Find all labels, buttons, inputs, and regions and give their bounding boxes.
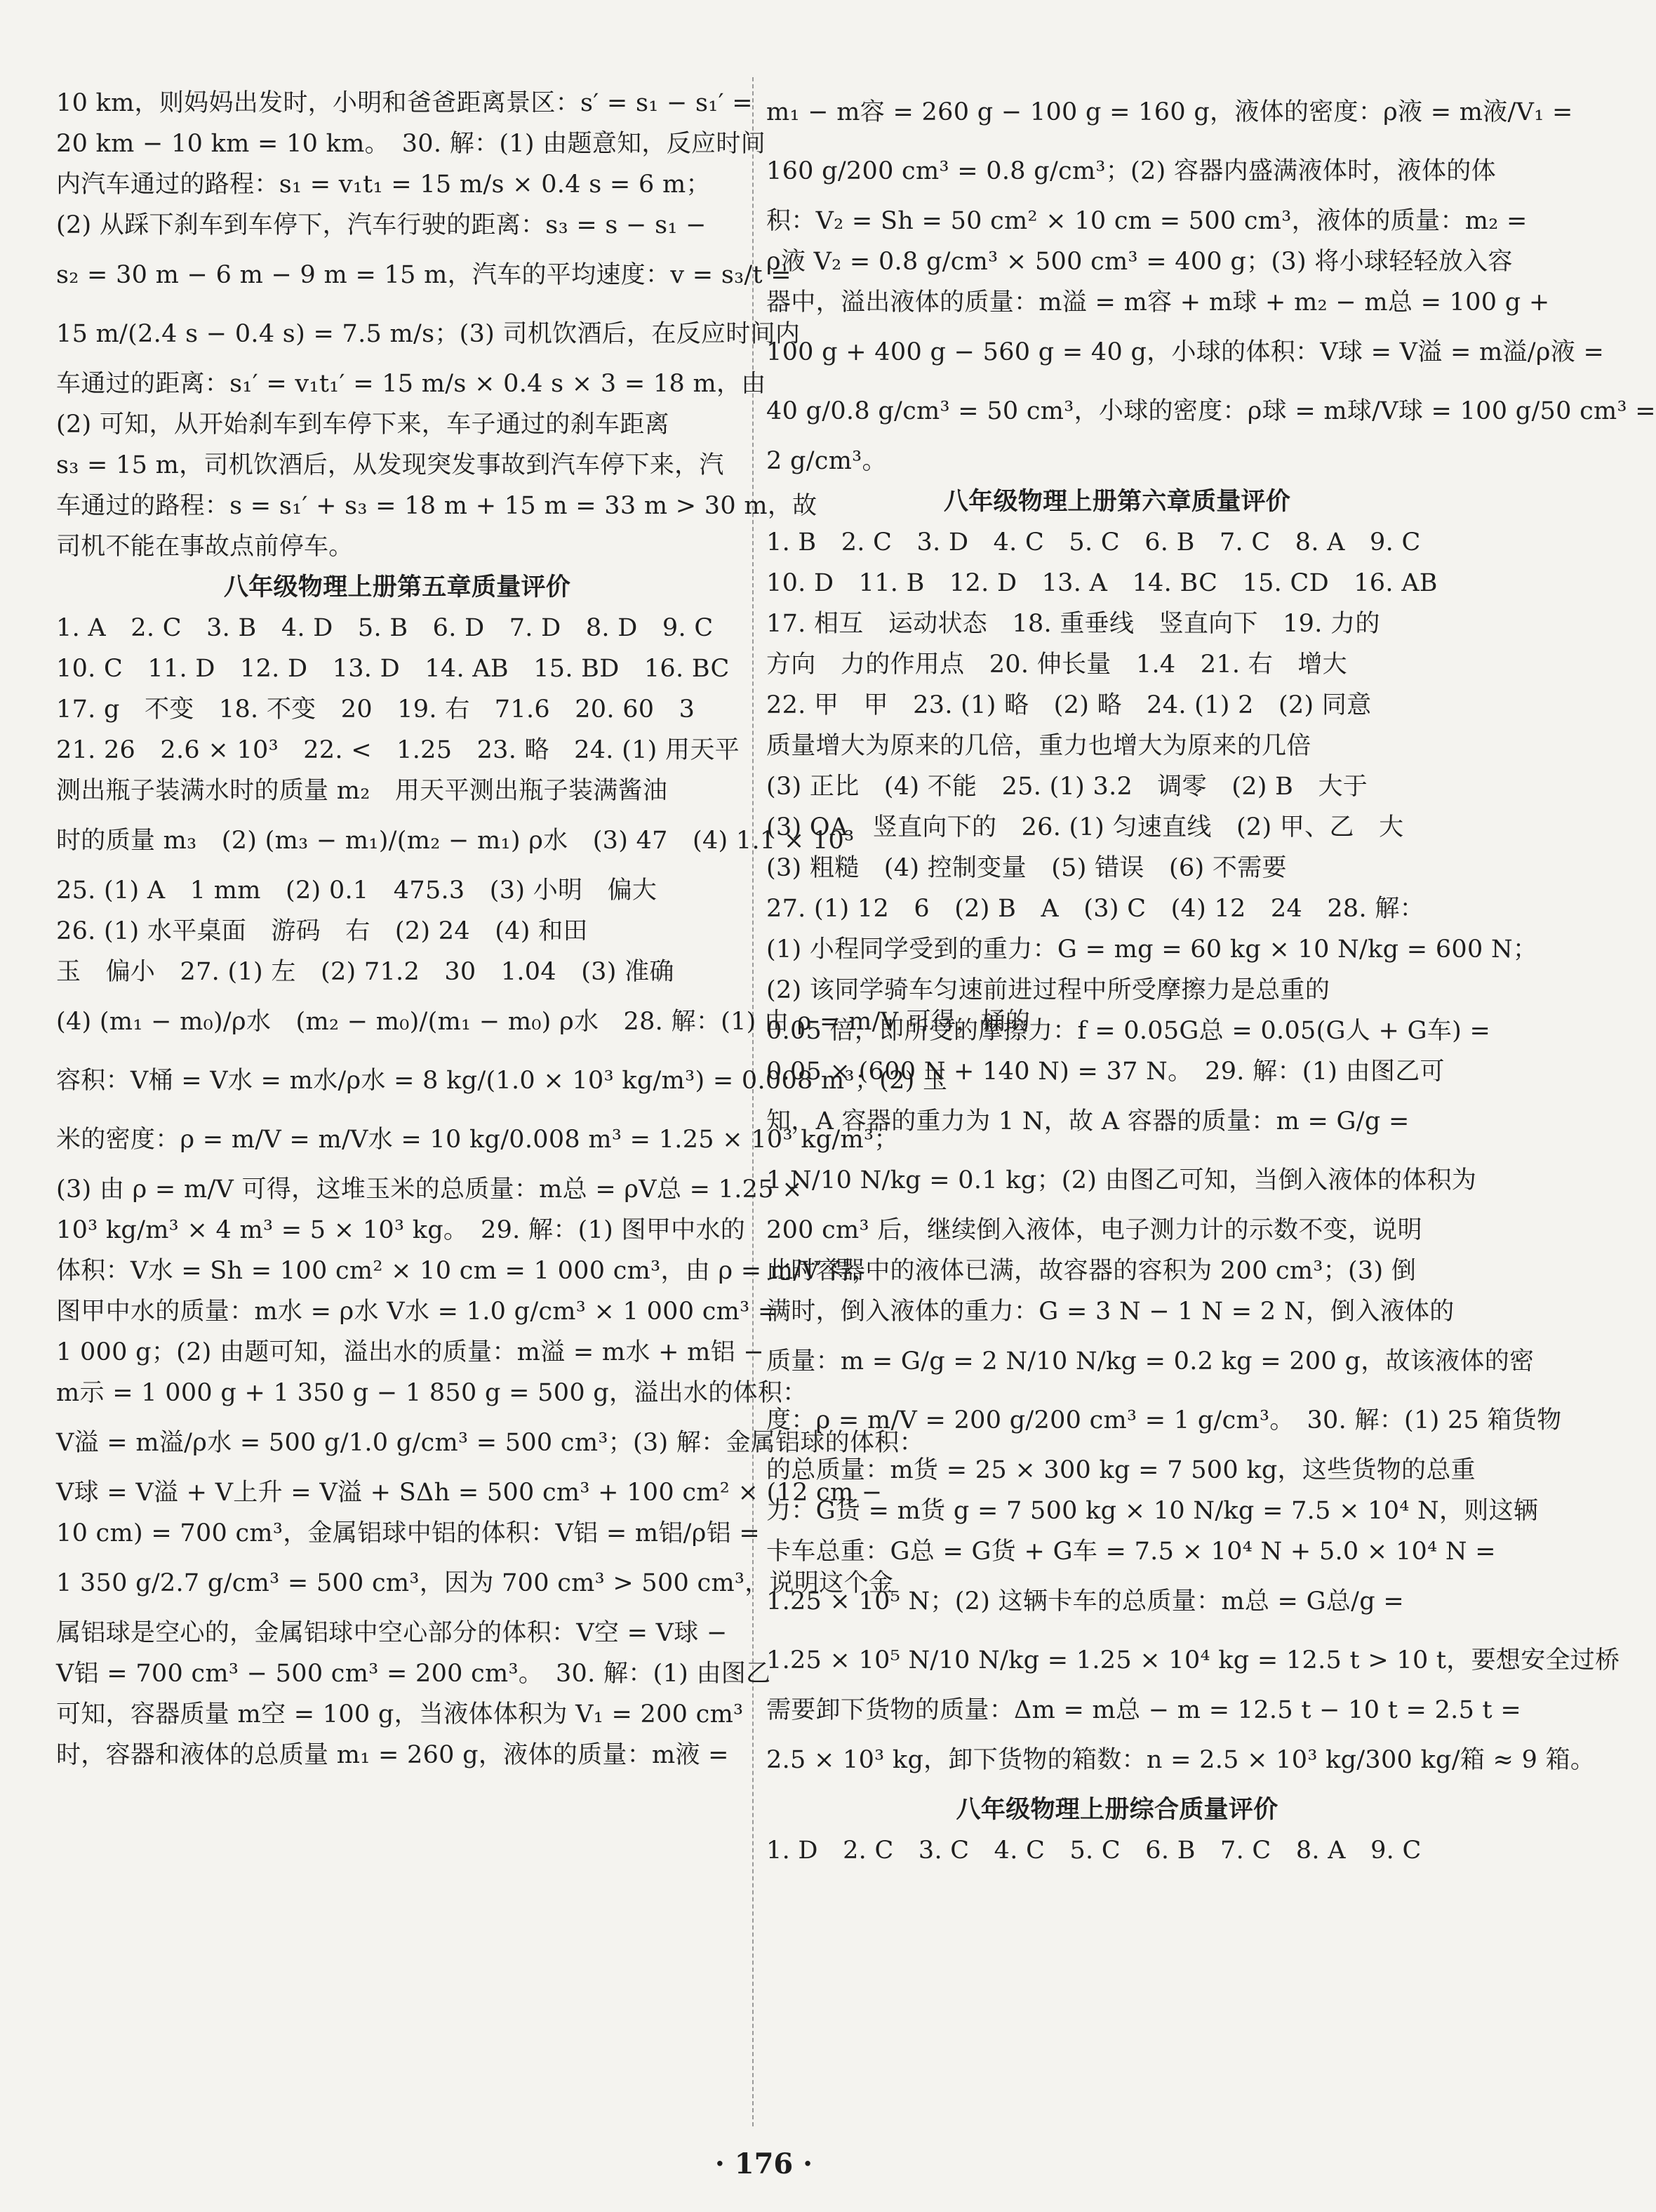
answer-line: 10. C 11. D 12. D 13. D 14. AB 15. BD 16. BC xyxy=(56,655,730,683)
right-column xyxy=(766,83,1656,1871)
text-line: 属铝球是空心的，金属铝球中空心部分的体积：V空 = V球 − xyxy=(56,1619,728,1647)
text-line: 2 g/cm³。 xyxy=(766,447,887,475)
text-line: 0.05 倍，即所受的摩擦力：f = 0.05G总 = 0.05(G人 + G车) = xyxy=(766,1017,1491,1045)
text-line: 1 000 g；(2) 由题可知，溢出水的质量：m溢 = m水 + m铝 − xyxy=(56,1338,765,1366)
text-line: 米的密度：ρ = m/V = m/V水 = 10 kg/0.008 m³ = 1.25 × 10³ kg/m³； xyxy=(56,1126,899,1154)
text-line: 时，容器和液体的总质量 m₁ = 260 g，液体的质量：m液 = xyxy=(56,1741,729,1769)
text-line: 需要卸下货物的质量：Δm = m总 − m = 12.5 t − 10 t = 2.5 t = xyxy=(766,1696,1521,1724)
text-line: 40 g/0.8 g/cm³ = 50 cm³，小球的密度：ρ球 = m球/V球 = 100 g/50 cm³ = xyxy=(766,397,1656,425)
text-line: 卡车总重：G总 = G货 + G车 = 7.5 × 10⁴ N + 5.0 × 10⁴ N = xyxy=(766,1538,1496,1566)
text-line: 15 m/(2.4 s − 0.4 s) = 7.5 m/s；(3) 司机饮酒后，在反应时间内 xyxy=(56,320,801,348)
section-heading-chapter-6: 八年级物理上册第六章质量评价 xyxy=(943,487,1291,516)
text-line: 160 g/200 cm³ = 0.8 g/cm³；(2) 容器内盛满液体时，液体的体 xyxy=(766,157,1496,185)
text-line: 车通过的路程：s = s₁′ + s₃ = 18 m + 15 m = 33 m > 30 m，故 xyxy=(56,492,817,520)
answer-line: 1. A 2. C 3. B 4. D 5. B 6. D 7. D 8. D 9. C xyxy=(56,614,714,642)
text-line: m示 = 1 000 g + 1 350 g − 1 850 g = 500 g，溢出水的体积： xyxy=(56,1379,808,1407)
text-line: 度：ρ = m/V = 200 g/200 cm³ = 1 g/cm³。 30. 解：(1) 25 箱货物 xyxy=(766,1406,1562,1434)
text-line: 200 cm³ 后，继续倒入液体，电子测力计的示数不变，说明 xyxy=(766,1216,1422,1244)
answer-line: (3) 正比 (4) 不能 25. (1) 3.2 调零 (2) B 大于 xyxy=(766,773,1368,801)
text-line: 司机不能在事故点前停车。 xyxy=(56,533,354,561)
text-line: 图甲中水的质量：m水 = ρ水 V水 = 1.0 g/cm³ × 1 000 cm³ = xyxy=(56,1298,779,1326)
text-line: m₁ − m容 = 260 g − 100 g = 160 g，液体的密度：ρ液 = m液/V₁ = xyxy=(766,98,1573,126)
text-line: V溢 = m溢/ρ水 = 500 g/1.0 g/cm³ = 500 cm³；(3) 解：金属铝球的体积： xyxy=(56,1429,924,1457)
answer-line: (3) OA 竖直向下的 26. (1) 匀速直线 (2) 甲、乙 大 xyxy=(766,813,1404,841)
text-line: 力：G货 = m货 g = 7 500 kg × 10 N/kg = 7.5 × 10⁴ N，则这辆 xyxy=(766,1497,1539,1525)
answer-line: 21. 26 2.6 × 10³ 22. < 1.25 23. 略 24. (1) 用天平 xyxy=(56,736,740,764)
text-line: 10³ kg/m³ × 4 m³ = 5 × 10³ kg。 29. 解：(1) 图甲中水的 xyxy=(56,1216,746,1244)
text-line: 体积：V水 = Sh = 100 cm² × 10 cm = 1 000 cm³，由 ρ = m/V 得， xyxy=(56,1257,878,1285)
text-line: (2) 从踩下刹车到车停下，汽车行驶的距离：s₃ = s − s₁ − xyxy=(56,211,707,239)
answer-line: 10. D 11. B 12. D 13. A 14. BC 15. CD 16. AB xyxy=(766,569,1438,597)
text-line: (2) 该同学骑车匀速前进过程中所受摩擦力是总重的 xyxy=(766,976,1330,1004)
text-line: (4) (m₁ − m₀)/ρ水 (m₂ − m₀)/(m₁ − m₀) ρ水 28. 解：(1) 由 ρ = m/V 可得，桶的 xyxy=(56,1008,1031,1036)
text-line: 质量：m = G/g = 2 N/10 N/kg = 0.2 kg = 200 g，故该液体的密 xyxy=(766,1347,1535,1375)
answer-line: 质量增大为原来的几倍，重力也增大为原来的几倍 xyxy=(766,732,1311,760)
answer-line: 22. 甲 甲 23. (1) 略 (2) 略 24. (1) 2 (2) 同意 xyxy=(766,691,1372,719)
text-line: 此时容器中的液体已满，故容器的容积为 200 cm³；(3) 倒 xyxy=(766,1257,1417,1285)
page-number: · 176 · xyxy=(714,2147,813,2180)
answer-line: 17. g 不变 18. 不变 20 19. 右 71.6 20. 60 3 xyxy=(56,695,695,724)
text-line: (2) 可知，从开始刹车到车停下来，车子通过的刹车距离 xyxy=(56,411,669,439)
text-line: 内汽车通过的路程：s₁ = v₁t₁ = 15 m/s × 0.4 s = 6 m； xyxy=(56,171,711,199)
answer-line: (3) 粗糙 (4) 控制变量 (5) 错误 (6) 不需要 xyxy=(766,854,1287,882)
section-heading-comprehensive: 八年级物理上册综合质量评价 xyxy=(956,1795,1278,1824)
text-line: 容积：V桶 = V水 = m水/ρ水 = 8 kg/(1.0 × 10³ kg/m³) = 0.008 m³；(2) 玉 xyxy=(56,1067,948,1095)
text-line: 20 km − 10 km = 10 km。 30. 解：(1) 由题意知，反应时间 xyxy=(56,130,766,158)
text-line: 满时，倒入液体的重力：G = 3 N − 1 N = 2 N，倒入液体的 xyxy=(766,1298,1455,1326)
text-line: 1.25 × 10⁵ N/10 N/kg = 1.25 × 10⁴ kg = 12.5 t > 10 t，要想安全过桥 xyxy=(766,1646,1620,1674)
text-line: 0.05 × (600 N + 140 N) = 37 N。 29. 解：(1) 由图乙可 xyxy=(766,1058,1445,1086)
text-line: 10 km，则妈妈出发时，小明和爸爸距离景区：s′ = s₁ − s₁′ = xyxy=(56,89,753,117)
text-line: 的总质量：m货 = 25 × 300 kg = 7 500 kg，这些货物的总重 xyxy=(766,1456,1476,1484)
text-line: 1.25 × 10⁵ N；(2) 这辆卡车的总质量：m总 = G总/g = xyxy=(766,1587,1405,1615)
answer-line: 玉 偏小 27. (1) 左 (2) 71.2 30 1.04 (3) 准确 xyxy=(56,958,674,986)
text-line: V铝 = 700 cm³ − 500 cm³ = 200 cm³。 30. 解：(1) 由图乙 xyxy=(56,1660,771,1688)
answer-line: 26. (1) 水平桌面 游码 右 (2) 24 (4) 和田 xyxy=(56,917,588,945)
text-line: (3) 由 ρ = m/V 可得，这堆玉米的总质量：m总 = ρV总 = 1.25 × xyxy=(56,1175,803,1204)
answer-line: 27. (1) 12 6 (2) B A (3) C (4) 12 24 28. 解： xyxy=(766,895,1424,923)
text-line: 可知，容器质量 m空 = 100 g，当液体体积为 V₁ = 200 cm³ xyxy=(56,1700,744,1728)
text-line: ρ液 V₂ = 0.8 g/cm³ × 500 cm³ = 400 g；(3) 将小球轻轻放入容 xyxy=(766,248,1513,276)
text-line: 1 350 g/2.7 g/cm³ = 500 cm³，因为 700 cm³ > 500 cm³，说明这个金 xyxy=(56,1569,894,1597)
answer-line: 17. 相互 运动状态 18. 重垂线 竖直向下 19. 力的 xyxy=(766,610,1380,638)
answer-line: 测出瓶子装满水时的质量 m₂ 用天平测出瓶子装满酱油 xyxy=(56,777,668,805)
text-line: 车通过的距离：s₁′ = v₁t₁′ = 15 m/s × 0.4 s × 3 = 18 m，由 xyxy=(56,370,766,398)
section-heading-chapter-5: 八年级物理上册第五章质量评价 xyxy=(223,573,571,601)
text-line: 10 cm) = 700 cm³，金属铝球中铝的体积：V铝 = m铝/ρ铝 = xyxy=(56,1519,760,1547)
text-line: 积：V₂ = Sh = 50 cm² × 10 cm = 500 cm³，液体的质量：m₂ = xyxy=(766,207,1528,235)
text-line: (1) 小程同学受到的重力：G = mg = 60 kg × 10 N/kg = 600 N； xyxy=(766,935,1538,964)
text-line: V球 = V溢 + V上升 = V溢 + SΔh = 500 cm³ + 100 cm² × (12 cm − xyxy=(56,1479,883,1507)
text-line: 器中，溢出液体的质量：m溢 = m容 + m球 + m₂ − m总 = 100 g + xyxy=(766,288,1550,317)
answer-line: 25. (1) A 1 mm (2) 0.1 475.3 (3) 小明 偏大 xyxy=(56,877,657,905)
text-line: 2.5 × 10³ kg，卸下货物的箱数：n = 2.5 × 10³ kg/300 kg/箱 ≈ 9 箱。 xyxy=(766,1746,1596,1774)
answer-line: 1. B 2. C 3. D 4. C 5. C 6. B 7. C 8. A 9. C xyxy=(766,528,1421,557)
text-line: s₃ = 15 m，司机饮酒后，从发现突发事故到汽车停下来，汽 xyxy=(56,451,724,479)
text-line: s₂ = 30 m − 6 m − 9 m = 15 m，汽车的平均速度：v = s₃/t = xyxy=(56,261,792,289)
answer-line: 1. D 2. C 3. C 4. C 5. C 6. B 7. C 8. A 9. C xyxy=(766,1837,1422,1865)
text-line: 1 N/10 N/kg = 0.1 kg；(2) 由图乙可知，当倒入液体的体积为 xyxy=(766,1166,1477,1194)
answer-line: 时的质量 m₃ (2) (m₃ − m₁)/(m₂ − m₁) ρ水 (3) 47 (4) 1.1 × 10³ xyxy=(56,827,855,855)
text-line: 知，A 容器的重力为 1 N，故 A 容器的质量：m = G/g = xyxy=(766,1107,1410,1135)
text-line: 100 g + 400 g − 560 g = 40 g，小球的体积：V球 = V溢 = m溢/ρ液 = xyxy=(766,338,1605,366)
answer-line: 方向 力的作用点 20. 伸长量 1.4 21. 右 增大 xyxy=(766,651,1347,679)
